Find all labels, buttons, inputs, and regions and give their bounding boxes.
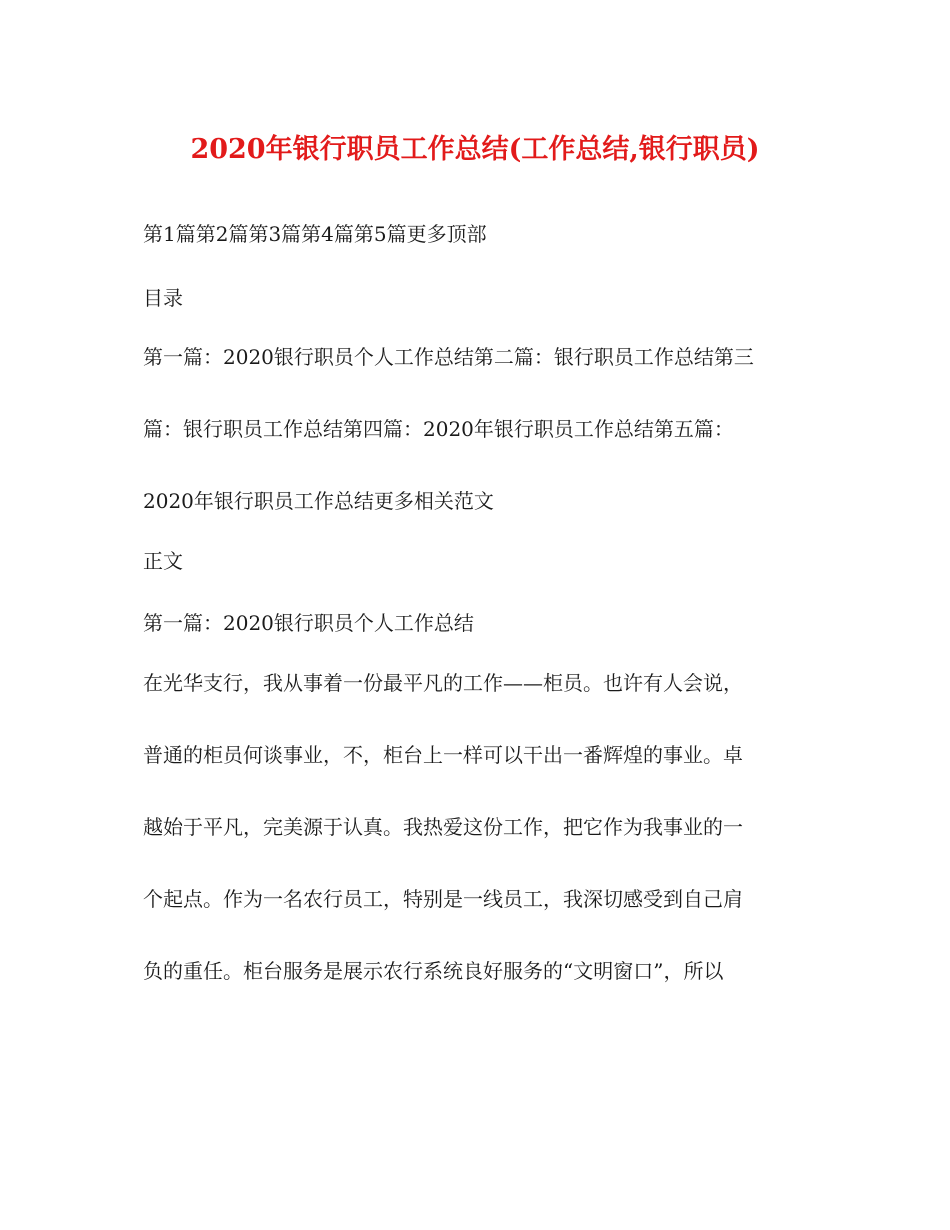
toc-line: 篇：银行职员工作总结第四篇：2020年银行职员工作总结第五篇： — [143, 417, 734, 441]
section-heading: 第一篇：2020银行职员个人工作总结 — [143, 611, 474, 635]
paragraph-line: 越始于平凡，完美源于认真。我热爱这份工作，把它作为我事业的一 — [143, 815, 743, 839]
paragraph-line: 在光华支行，我从事着一份最平凡的工作——柜员。也许有人会说， — [143, 671, 743, 695]
body-heading: 正文 — [143, 549, 183, 573]
paragraph-line: 普通的柜员何谈事业，不，柜台上一样可以干出一番辉煌的事业。卓 — [143, 743, 743, 767]
document-title: 2020年银行职员工作总结(工作总结,银行职员) — [190, 134, 760, 165]
toc-line: 第一篇：2020银行职员个人工作总结第二篇：银行职员工作总结第三 — [143, 345, 754, 369]
toc-line: 2020年银行职员工作总结更多相关范文 — [143, 489, 494, 513]
toc-heading: 目录 — [143, 286, 183, 310]
nav-links-line: 第1篇第2篇第3篇第4篇第5篇更多顶部 — [143, 222, 487, 246]
paragraph-line: 个起点。作为一名农行员工，特别是一线员工，我深切感受到自己肩 — [143, 887, 743, 911]
paragraph-line: 负的重任。柜台服务是展示农行系统良好服务的“文明窗口”，所以 — [143, 959, 724, 983]
